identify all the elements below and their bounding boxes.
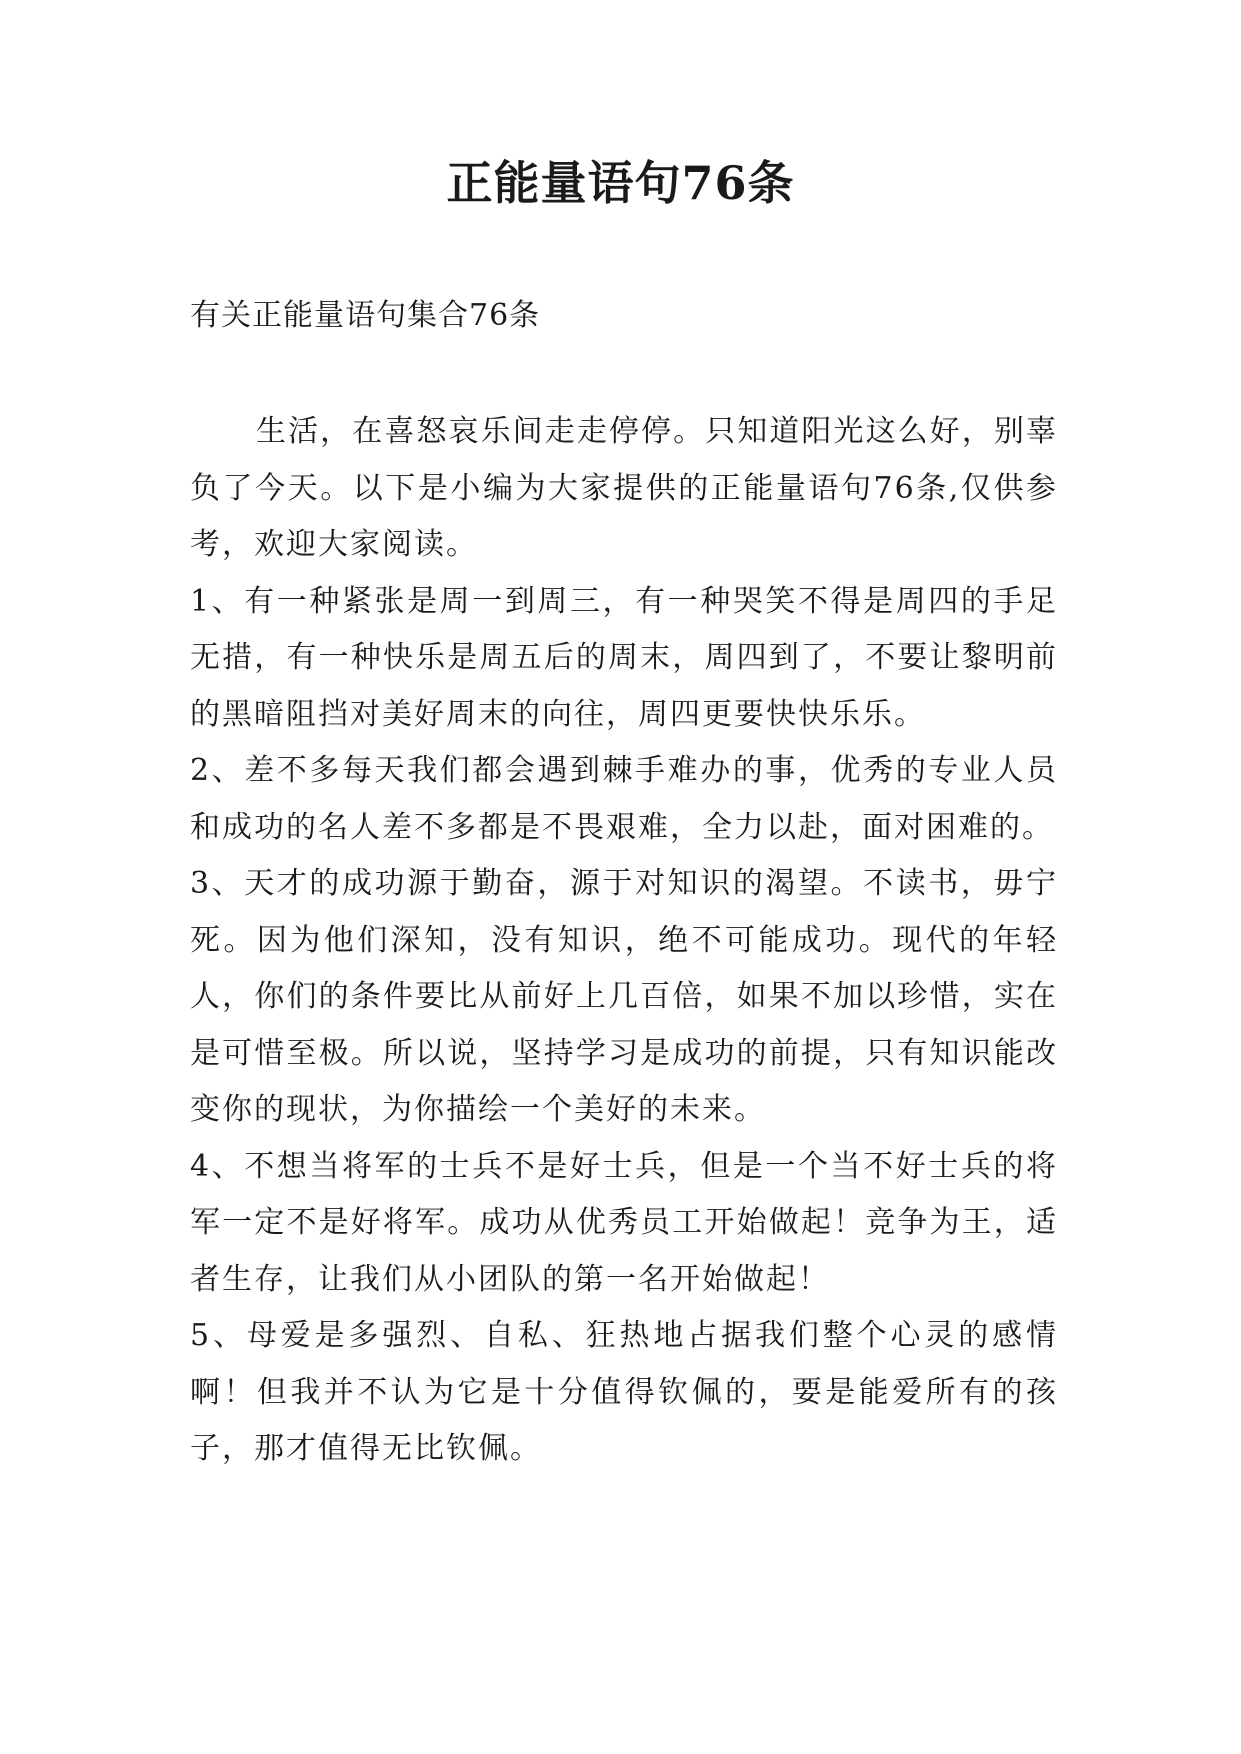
list-item: 1、有一种紧张是周一到周三，有一种哭笑不得是周四的手足无措，有一种快乐是周五后的周末，周四到了，不要让黎明前的黑暗阻挡对美好周末的向往，周四更要快快乐乐。 [190, 583, 1058, 732]
document-body [190, 404, 1058, 1478]
list-item: 3、天才的成功源于勤奋，源于对知识的渴望。不读书，毋宁死。因为他们深知，没有知识，绝不可能成功。现代的年轻人，你们的条件要比从前好上几百倍，如果不加以珍惜，实在是可惜至极。所以说，坚持学习是成功的前提，只有知识能改变你的现状，为你描绘一个美好的未来。 [190, 866, 1058, 1127]
list-item: 2、差不多每天我们都会遇到棘手难办的事，优秀的专业人员和成功的名人差不多都是不畏艰难，全力以赴，面对困难的。 [190, 753, 1058, 845]
intro-paragraph: 生活，在喜怒哀乐间走走停停。只知道阳光这么好，别辜负了今天。以下是小编为大家提供的正能量语句76条,仅供参考，欢迎大家阅读。 [190, 414, 1058, 562]
list-item: 4、不想当将军的士兵不是好士兵，但是一个当不好士兵的将军一定不是好将军。成功从优秀员工开始做起！竞争为王，适者生存，让我们从小团队的第一名开始做起！ [190, 1148, 1058, 1297]
list-item: 5、母爱是多强烈、自私、狂热地占据我们整个心灵的感情啊！但我并不认为它是十分值得钦佩的，要是能爱所有的孩子，那才值得无比钦佩。 [190, 1318, 1058, 1466]
document-title: 正能量语句76条 [446, 156, 795, 210]
document-subtitle: 有关正能量语句集合76条 [190, 298, 541, 333]
